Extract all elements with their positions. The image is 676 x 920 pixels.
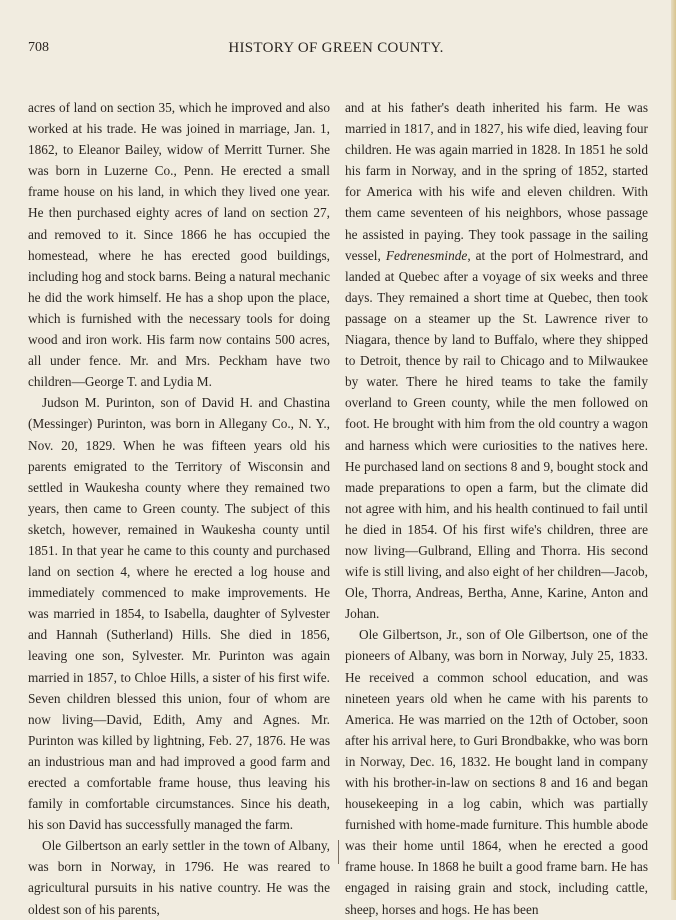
left-column	[28, 97, 330, 920]
page-number: 708	[28, 40, 49, 55]
page-header	[28, 40, 644, 60]
paragraph-ole-gilbertson-jr: Ole Gilbertson, Jr., son of Ole Gilbertson, one of the pioneers of Albany, was born in Norway, July 25, 1833. He received a common school education, and was nineteen years old when he came with his parents to America. He was married on the 12th of October, soon after his arrival here, to Guri Brondbakke, who was born in Norway, Dec. 16, 1832. He bought land in company with his brother-in-law on sections 8 and 16 and began housekeeping in a log cabin, which was partially furnished with home-made furniture. This humble abode was their home until 1864, when he erected a good frame house. In 1868 he built a good frame barn. He has engaged in raising grain and stock, including cattle, sheep, horses and hogs. He has been	[345, 627, 648, 917]
running-title: HISTORY OF GREEN COUNTY.	[228, 40, 444, 56]
column-divider	[338, 840, 339, 864]
paragraph-peckham: acres of land on section 35, which he improved and also worked at his trade. He was joined in marriage, Jan. 1, 1862, to Eleanor Bailey, widow of Merritt Turner. She was born in Luzerne Co., Penn. He erected a small frame house on his land, in which they lived one year. He then purchased eighty acres of land on section 27, and removed to it. Since 1866 he has occupied the homestead, where he has erected good buildings, including hog and stock barns. Being a natural mechanic he did the work himself. He has a shop upon the place, which is furnished with the necessary tools for doing wood and iron work. His farm now contains 500 acres, all under fence. Mr. and Mrs. Peckham have two children—George T. and Lydia M.	[28, 100, 330, 390]
paragraph-ole-gilbertson: Ole Gilbertson an early settler in the town of Albany, was born in Norway, in 1796. He was reared to agricultural pursuits in his native country. He was the oldest son of his parents,	[28, 838, 330, 917]
vessel-name: Fedrenesminde	[385, 247, 468, 263]
page-edge	[671, 0, 676, 900]
paragraph-text-after: , at the port of Holmestrard, and landed at Quebec after a voyage of six weeks and three days. They remained a short time at Quebec, then took passage on a steamer up the St. Lawrence river to Niagara, thence by land to Buffalo, where they shipped to Detroit, thence by rail to Chicago and to Milwaukee by water. There he hired teams to take the family overland to Green county, while the men followed on foot. He brought with him from the old country a wagon and harness which were curiosities to the natives here. He purchased land on sections 8 and 9, bought stock and made preparations to open a farm, but the climate did not agree with him, and his health continued to fail until he died in 1854. Of his first wife's children, three are now living—Gulbrand, Elling and Thorra. His second wife is still living, and also eight of her children—Jacob, Ole, Thorra, Andreas, Bertha, Anne, Karine, Anton and Johan.	[345, 247, 648, 622]
paragraph-purinton: Judson M. Purinton, son of David H. and Chastina (Messinger) Purinton, was born in Allegany Co., N. Y., Nov. 20, 1829. When he was fifteen years old his parents emigrated to the Territory of Wisconsin and settled in Waukesha county where they remained two years, then came to Green county. The subject of this sketch, however, remained in Waukesha county until 1851. In that year he came to this county and purchased land on section 4, where he erected a log house and immediately commenced to make improvements. He was married in 1854, to Isabella, daughter of Sylvester and Hannah (Sutherland) Hills. She died in 1856, leaving one son, Sylvester. Mr. Purinton was again married in 1857, to Chloe Hills, a sister of his first wife. Seven children blessed this union, four of whom are now living—David, Edith, Amy and Agnes. Mr. Purinton was killed by lightning, Feb. 27, 1876. He was an industrious man and had improved a good farm and erected a comfortable frame house, thus leaving his family in comfortable circumstances. Since his death, his son David has successfully managed the farm.	[28, 395, 330, 833]
paragraph-text-before: and at his father's death inherited his farm. He was married in 1817, and in 1827, his wife died, leaving four children. He was again married in 1828. In 1851 he sold his farm in Norway, and in the spring of 1852, started for America with his wife and eleven children. With them came seventeen of his neighbors, whose passage he assisted in paying. They took passage in the sailing vessel,	[345, 100, 648, 263]
right-column	[345, 97, 648, 920]
paragraph-ole-gilbertson-continued	[345, 97, 648, 624]
